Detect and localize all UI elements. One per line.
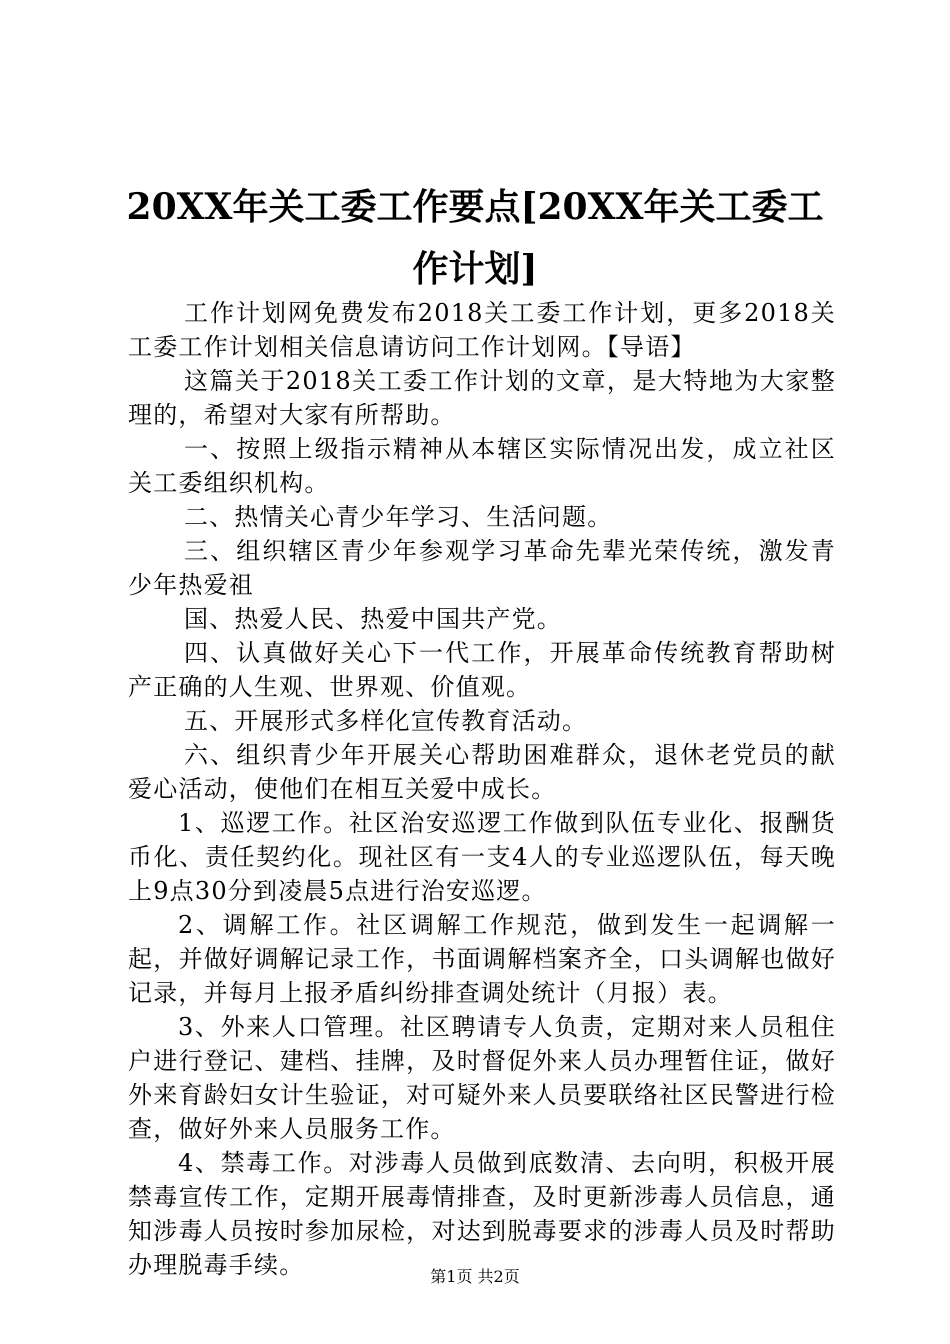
paragraph-item-3: 三、组织辖区青少年参观学习革命先辈光荣传统，激发青少年热爱祖	[128, 537, 836, 599]
paragraph-item-4: 四、认真做好关心下一代工作，开展革命传统教育帮助树产正确的人生观、世界观、价值观。	[128, 639, 836, 701]
paragraph-intro: 工作计划网免费发布2018关工委工作计划，更多2018关工委工作计划相关信息请访问工作计划网。【导语】	[128, 299, 836, 361]
paragraph-item-6: 六、组织青少年开展关心帮助困难群众，退休老党员的献爱心活动，使他们在相互关爱中成长。	[128, 741, 836, 803]
document-title: 20XX年关工委工作要点[20XX年关工委工作计划]	[126, 186, 824, 290]
paragraph-migrants: 3、外来人口管理。社区聘请专人负责，定期对来人员租住户进行登记、建档、挂牌，及时督促外来人员办理暂住证，做好外来育龄妇女计生验证，对可疑外来人员要联络社区民警进行检查，做好外来人员服务工作。	[128, 1013, 836, 1143]
paragraph-anti-drug: 4、禁毒工作。对涉毒人员做到底数清、去向明，积极开展禁毒宣传工作，定期开展毒情排查，及时更新涉毒人员信息，通知涉毒人员按时参加尿检，对达到脱毒要求的涉毒人员及时帮助办理脱毒手续。	[128, 1149, 836, 1279]
document-body	[128, 296, 836, 1282]
paragraph-item-1: 一、按照上级指示精神从本辖区实际情况出发，成立社区关工委组织机构。	[128, 435, 836, 497]
page-footer: 第1页 共2页	[430, 1267, 520, 1286]
paragraph-item-5: 五、开展形式多样化宣传教育活动。	[184, 707, 588, 735]
paragraph-guide: 这篇关于2018关工委工作计划的文章，是大特地为大家整理的，希望对大家有所帮助。	[128, 367, 836, 429]
paragraph-patrol: 1、巡逻工作。社区治安巡逻工作做到队伍专业化、报酬货币化、责任契约化。现社区有一支4人的专业巡逻队伍，每天晚上9点30分到凌晨5点进行治安巡逻。	[128, 809, 836, 905]
paragraph-mediation: 2、调解工作。社区调解工作规范，做到发生一起调解一起，并做好调解记录工作，书面调解档案齐全，口头调解也做好记录，并每月上报矛盾纠纷排查调处统计（月报）表。	[128, 911, 836, 1007]
paragraph-item-2: 二、热情关心青少年学习、生活问题。	[184, 503, 613, 531]
paragraph-item-3-cont: 国、热爱人民、热爱中国共产党。	[184, 605, 562, 633]
